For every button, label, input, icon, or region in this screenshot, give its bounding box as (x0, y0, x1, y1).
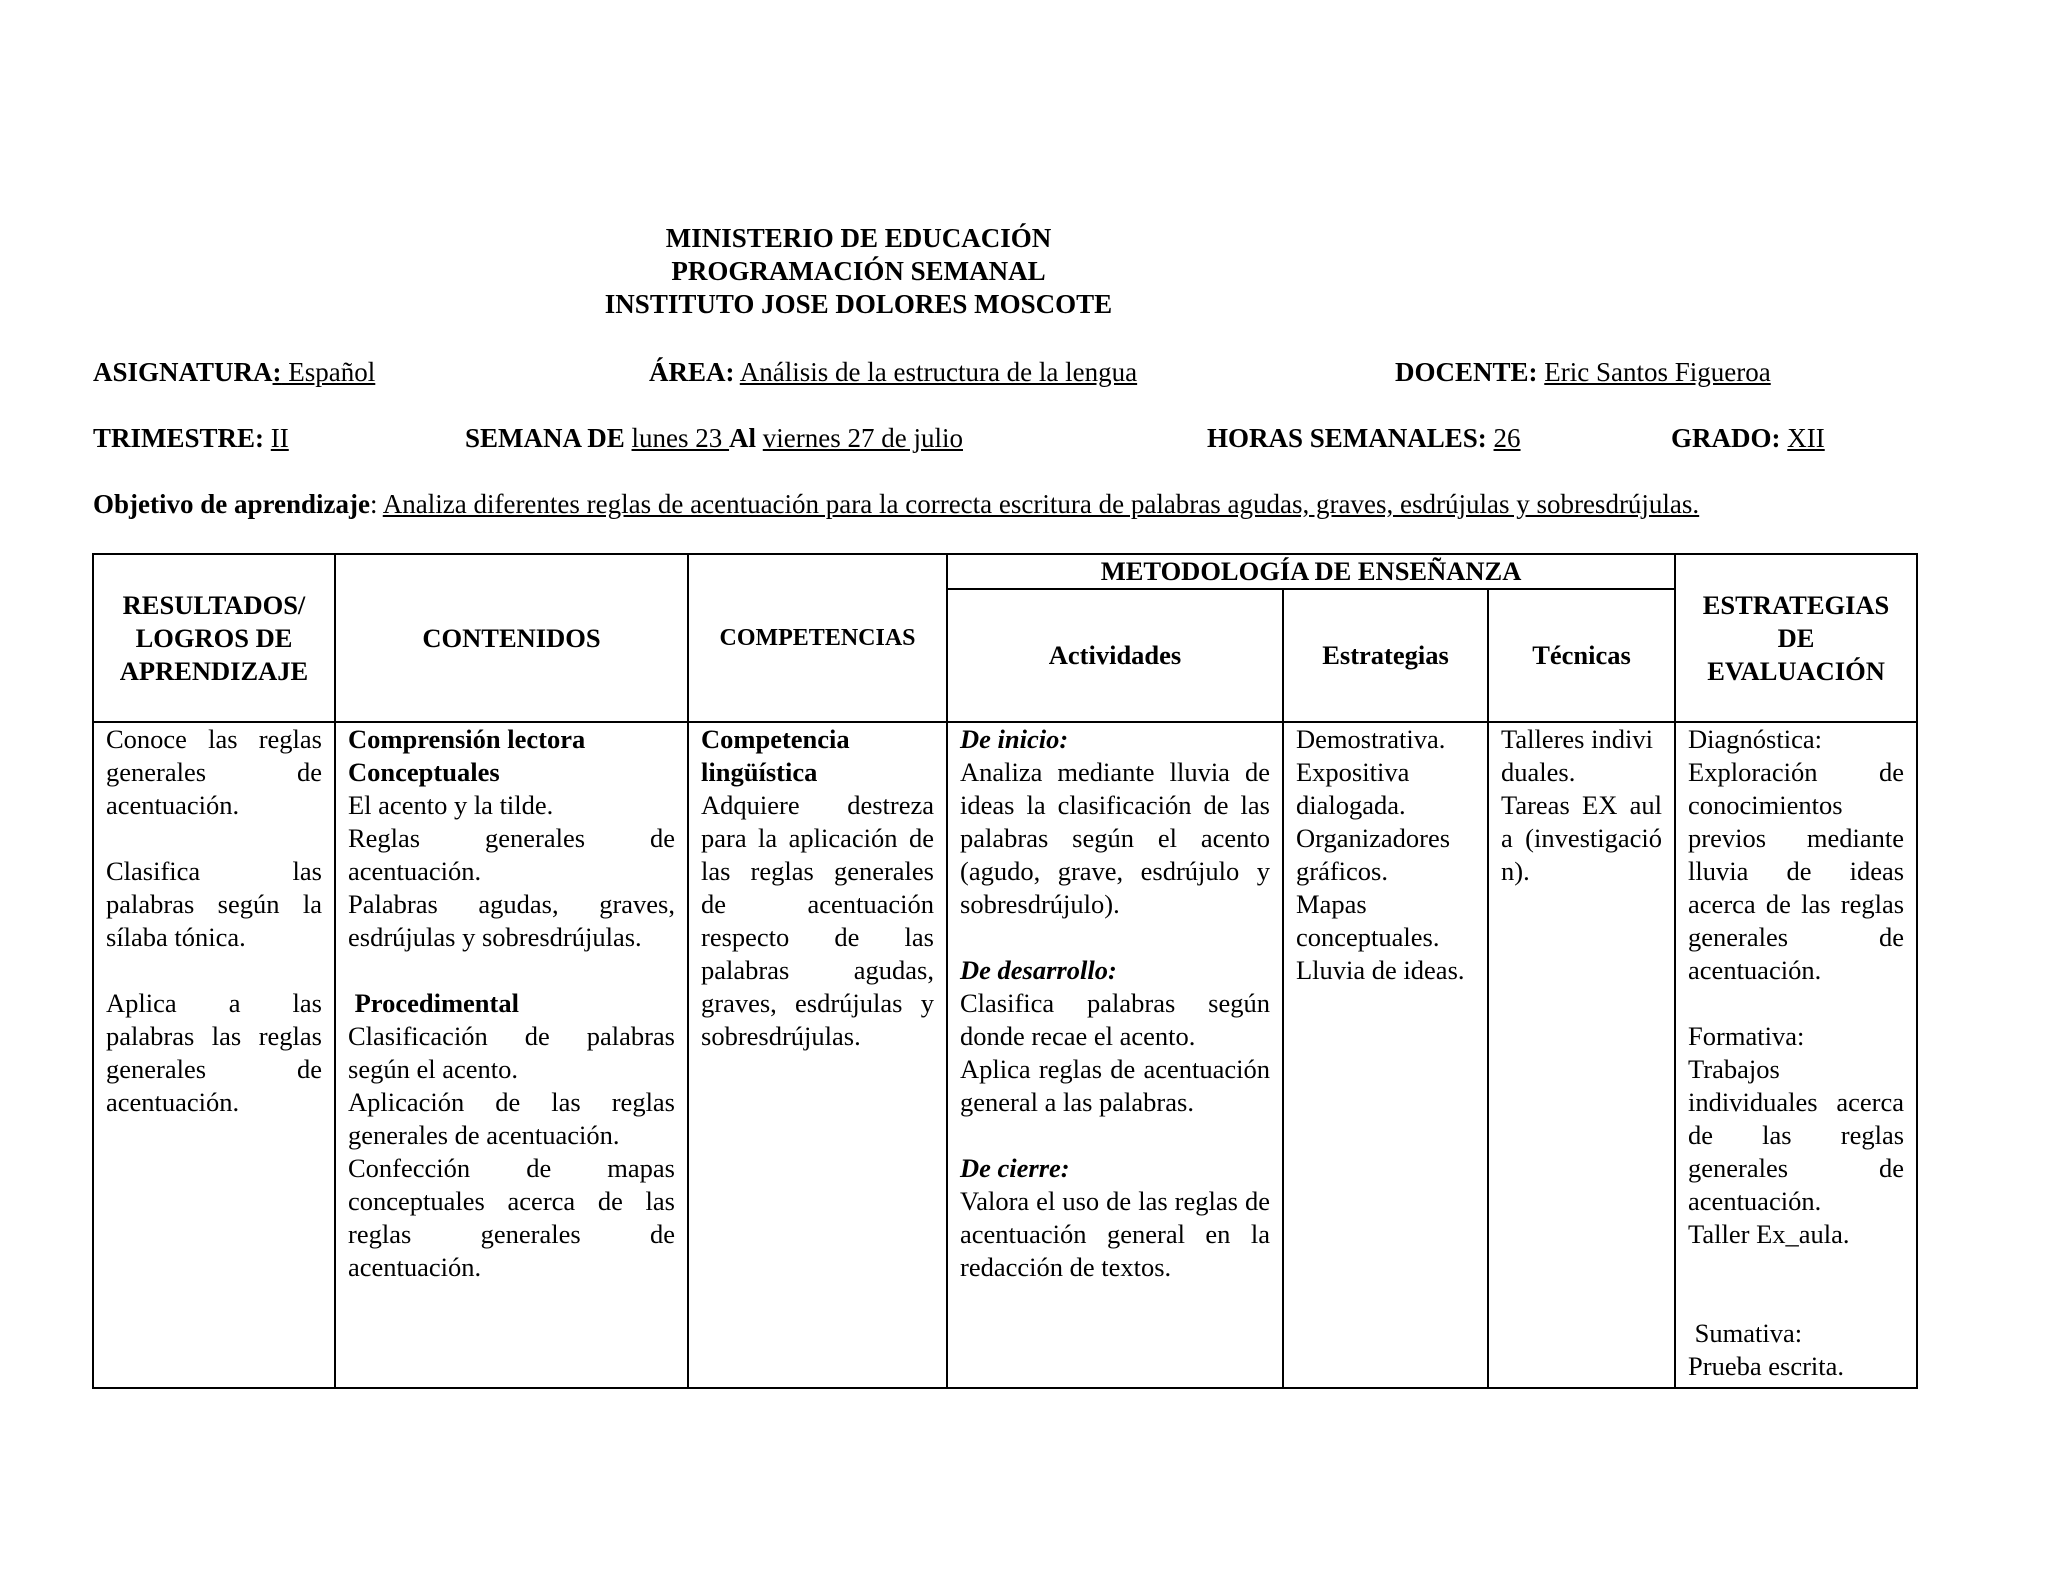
evaluacion-diagnostica-text: Exploración de conocimientos previos mediante lluvia de ideas acerca de las reglas generales de acentuación. (1688, 757, 1905, 985)
evaluacion-sumativa-text: Prueba escrita. (1688, 1351, 1845, 1381)
horas-label: HORAS SEMANALES: (1207, 423, 1487, 453)
semana-from: lunes 23 (631, 423, 730, 453)
cell-contenidos (335, 722, 688, 1388)
tecnica-item: Tareas EX aula (investigación). (1501, 790, 1663, 886)
competencia-text: Adquiere destreza para la aplicación de las reglas generales de acentuación respecto de las palabras agudas, graves, esdrújulas y sobresdrújulas. (701, 790, 934, 1051)
semana-label: SEMANA DE (465, 423, 625, 453)
grado-label: GRADO: (1671, 423, 1781, 453)
estrategia-item: Organizadores gráficos. (1296, 823, 1451, 886)
contenido-item: Confección de mapas conceptuales acerca de las reglas generales de acentuación. (348, 1153, 675, 1282)
grado-value: XII (1787, 423, 1825, 453)
horas-value: 26 (1493, 423, 1521, 453)
area-value: Análisis de la estructura de la lengua (739, 357, 1138, 387)
area-label: ÁREA: (649, 357, 735, 387)
cell-actividades (947, 722, 1283, 1388)
cell-resultados (93, 722, 335, 1388)
horas-field (1207, 422, 1521, 455)
actividad-inicio-text: Analiza mediante lluvia de ideas la clasificación de las palabras según el acento (agudo, grave, esdrújulo y sobresdrújulo). (960, 757, 1270, 919)
cell-competencias (688, 722, 947, 1388)
evaluacion-formativa-extra: Taller Ex_aula. (1688, 1219, 1850, 1249)
asignatura-value: Español (281, 357, 376, 387)
actividad-inicio-label: De inicio: (960, 724, 1069, 754)
asignatura-label: ASIGNATURA (93, 357, 273, 387)
ministry-title: MINISTERIO DE EDUCACIÓN (665, 223, 1052, 253)
header-tecnicas: Técnicas (1488, 589, 1675, 722)
cell-tecnicas (1488, 722, 1675, 1388)
semana-field (465, 422, 963, 455)
grado-field (1671, 422, 1825, 455)
resultado-item: Clasifica las palabras según la sílaba tónica. (106, 856, 322, 952)
competencia-title: Competencia (701, 724, 850, 754)
competencia-subtitle: lingüística (701, 757, 818, 787)
area-field (649, 356, 1137, 389)
objetivo-row (93, 488, 1699, 521)
contenidos-subtitle: Conceptuales (348, 757, 500, 787)
trimestre-label: TRIMESTRE: (93, 423, 265, 453)
evaluacion-formativa-text: Trabajos individuales acerca de las reglas generales de acentuación. (1688, 1054, 1905, 1216)
program-title: PROGRAMACIÓN SEMANAL (671, 256, 1046, 286)
tecnica-item: Talleres individuales. (1501, 724, 1653, 787)
document-header (0, 222, 1717, 321)
objetivo-value: Analiza diferentes reglas de acentuación para la correcta escritura de palabras agudas, graves, esdrújulas y sobresdrújulas. (382, 489, 1700, 519)
asignatura-field (93, 356, 375, 389)
docente-value: Eric Santos Figueroa (1544, 357, 1771, 387)
evaluacion-diagnostica-label: Diagnóstica: (1688, 724, 1822, 754)
header-actividades: Actividades (947, 589, 1283, 722)
actividad-cierre-label: De cierre: (960, 1153, 1070, 1183)
docente-label: DOCENTE: (1395, 357, 1538, 387)
trimestre-field (93, 422, 289, 455)
actividad-cierre-text: Valora el uso de las reglas de acentuación general en la redacción de textos. (960, 1186, 1270, 1282)
cell-evaluacion (1675, 722, 1917, 1388)
evaluacion-formativa-label: Formativa: (1688, 1021, 1805, 1051)
estrategia-item: Mapas conceptuales. (1296, 889, 1440, 952)
header-evaluacion: ESTRATEGIAS DE EVALUACIÓN (1675, 554, 1917, 722)
institute-title: INSTITUTO JOSE DOLORES MOSCOTE (604, 289, 1113, 319)
actividad-desarrollo-item: Clasifica palabras según donde recae el acento. (960, 988, 1270, 1051)
header-metodologia: METODOLOGÍA DE ENSEÑANZA (947, 554, 1675, 589)
cell-estrategias (1283, 722, 1488, 1388)
contenido-item: Clasificación de palabras según el acento. (348, 1021, 675, 1084)
contenidos-procedimental: Procedimental (348, 988, 519, 1018)
semana-to: viernes 27 de julio (762, 423, 963, 453)
estrategia-item: Demostrativa. (1296, 724, 1446, 754)
objetivo-colon: : (369, 489, 378, 519)
header-estrategias: Estrategias (1283, 589, 1488, 722)
contenido-item: Palabras agudas, graves, esdrújulas y sobresdrújulas. (348, 889, 675, 952)
estrategia-item: Expositiva dialogada. (1296, 757, 1410, 820)
estrategia-item: Lluvia de ideas. (1296, 955, 1465, 985)
resultado-item: Conoce las reglas generales de acentuación. (106, 724, 322, 820)
planning-table (92, 553, 1918, 1389)
evaluacion-sumativa-label: Sumativa: (1688, 1318, 1803, 1348)
header-contenidos: CONTENIDOS (335, 554, 688, 722)
contenidos-title: Comprensión lectora (348, 724, 586, 754)
resultado-item: Aplica a las palabras las reglas generales de acentuación. (106, 988, 322, 1117)
actividad-desarrollo-label: De desarrollo: (960, 955, 1117, 985)
contenido-item: Aplicación de las reglas generales de acentuación. (348, 1087, 675, 1150)
trimestre-value: II (270, 423, 289, 453)
semana-al: Al (729, 423, 757, 453)
docente-field (1395, 356, 1771, 389)
objetivo-label: Objetivo de aprendizaje (93, 489, 370, 519)
header-competencias: COMPETENCIAS (688, 554, 947, 722)
contenido-item: Reglas generales de acentuación. (348, 823, 675, 886)
asignatura-colon: : (272, 357, 282, 387)
header-resultados: RESULTADOS/ LOGROS DE APRENDIZAJE (93, 554, 335, 722)
actividad-desarrollo-item: Aplica reglas de acentuación general a las palabras. (960, 1054, 1270, 1117)
contenido-item: El acento y la tilde. (348, 790, 554, 820)
